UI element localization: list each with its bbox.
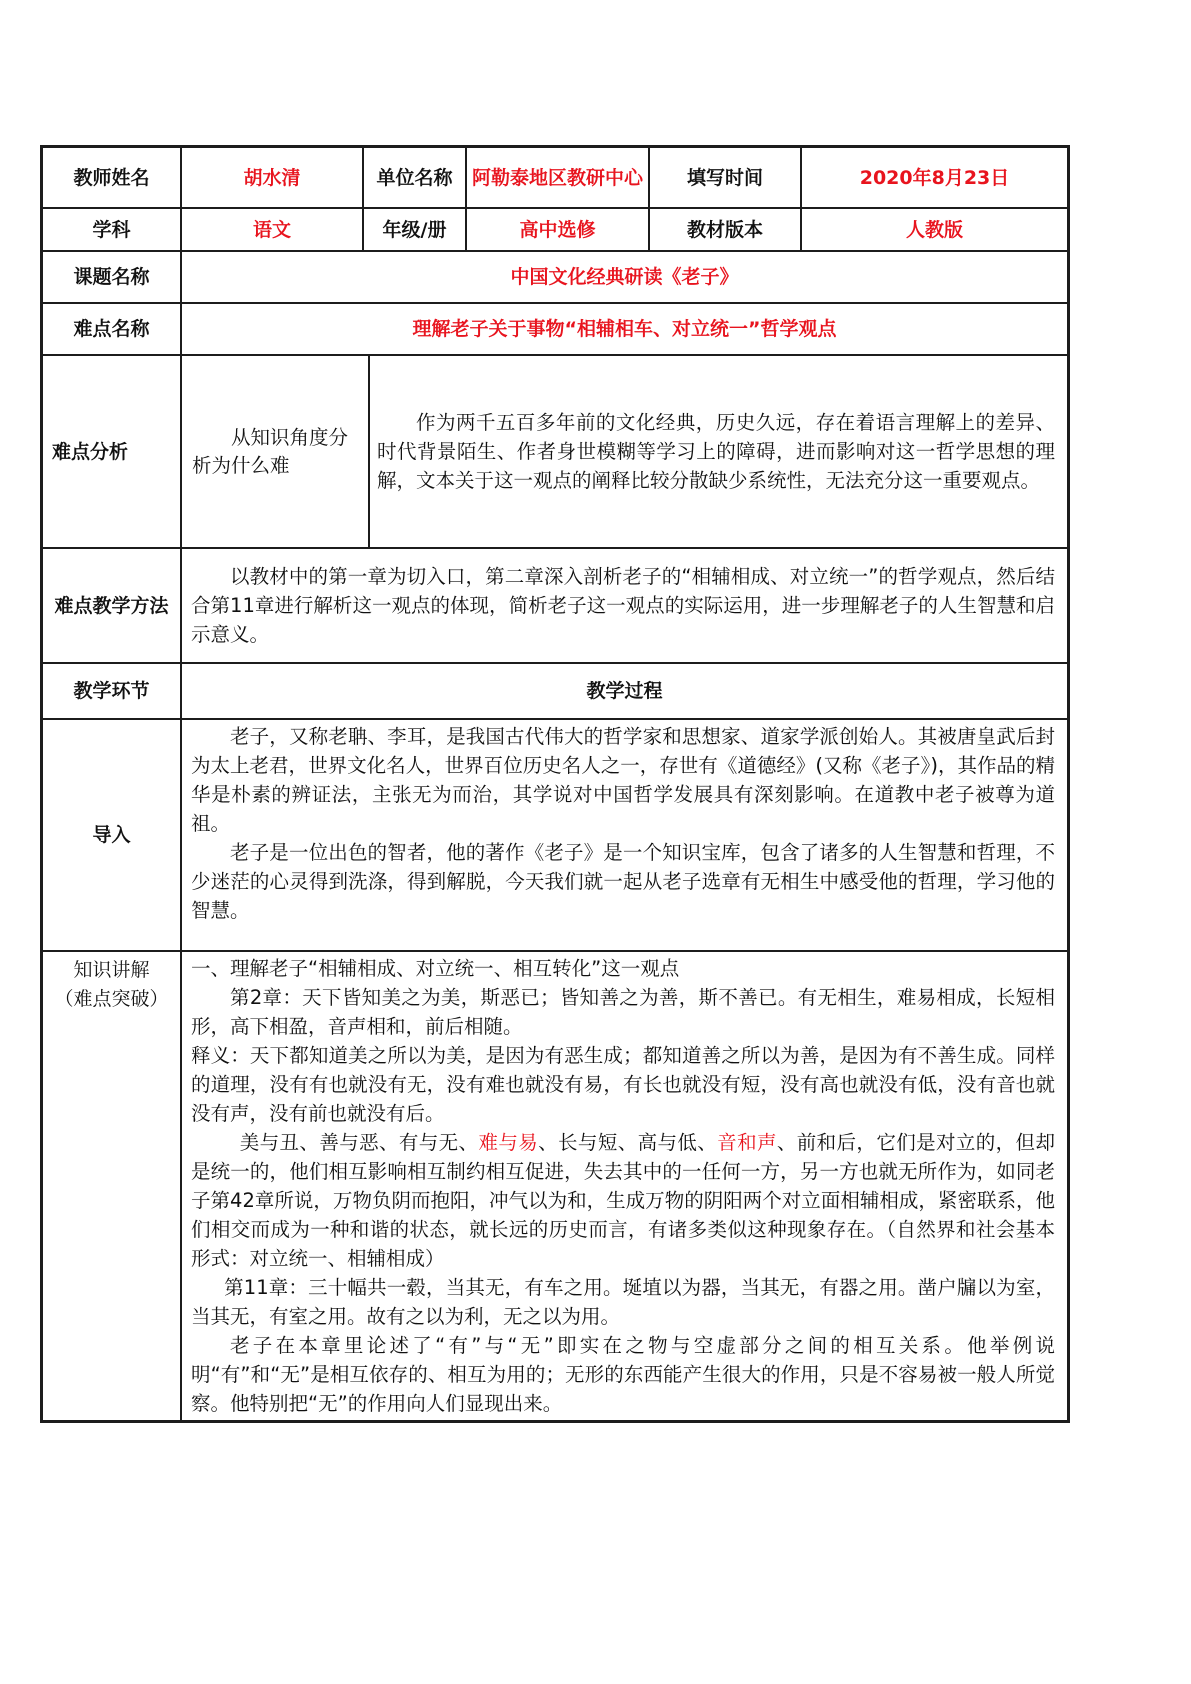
topic-value: 中国文化经典研读《老子》 bbox=[180, 252, 1067, 302]
grade-value: 高中选修 bbox=[465, 209, 648, 250]
edition-value: 人教版 bbox=[800, 209, 1067, 250]
intro-label: 导入 bbox=[92, 824, 131, 846]
intro-text-cell bbox=[180, 720, 1067, 950]
highlight-tone-sound: 音和声 bbox=[717, 1131, 777, 1154]
analysis-text: 作为两千五百多年前的文化经典，历史久远，存在着语言理解上的差异、时代背景陌生、作者身世模糊等学习上的障碍，进而影响对这一哲学思想的理解，文本关于这一观点的阐释比较分散缺少系统性，无法充分这一重要观点。 bbox=[377, 411, 1055, 492]
summary-text: 老子在本章里论述了“有”与“无”即实在之物与空虚部分之间的相互关系。他举例说明“有”和“无”是相互依存的、相互为用的；无形的东西能产生很大的作用，只是不容易被一般人所觉察。他特别把“无”的作用向人们显现出来。 bbox=[191, 1334, 1055, 1415]
knowledge-label-line1: 知识讲解 bbox=[73, 959, 150, 981]
chapter2-text: 第2章：天下皆知美之为美，斯恶已；皆知善之为善，斯不善已。有无相生，难易相成，长短相形，高下相盈，音声相和，前后相随。 bbox=[191, 986, 1055, 1038]
table-row bbox=[43, 302, 1067, 354]
analysis-sub-label-cell bbox=[180, 356, 368, 547]
date-label: 填写时间 bbox=[648, 148, 800, 207]
analysis-text-cell bbox=[368, 356, 1067, 547]
table-row bbox=[43, 718, 1067, 950]
topic-label: 课题名称 bbox=[73, 266, 150, 288]
method-label: 难点教学方法 bbox=[54, 594, 169, 617]
table-row bbox=[43, 148, 1067, 207]
method-text-cell bbox=[180, 549, 1067, 662]
difficulty-value: 理解老子关于事物“相辅相车、对立统一”哲学观点 bbox=[180, 304, 1067, 354]
method-text: 以教材中的第一章为切入口，第二章深入剖析老子的“相辅相成、对立统一”的哲学观点，然后结合第11章进行解析这一观点的体现，简析老子这一观点的实际运用，进一步理解老子的人生智慧和启示意义。 bbox=[191, 565, 1055, 646]
table-row bbox=[43, 207, 1067, 250]
unit-value: 阿勒泰地区教研中心 bbox=[465, 148, 648, 207]
highlight-difficult-easy: 难与易 bbox=[478, 1131, 539, 1154]
edition-label: 教材版本 bbox=[648, 209, 800, 250]
lesson-plan-table bbox=[40, 145, 1070, 1423]
contrast-segment: 、长与短、高与低、 bbox=[538, 1131, 718, 1154]
date-value: 2020年8月23日 bbox=[800, 148, 1067, 207]
contrast-paragraph bbox=[191, 1128, 1055, 1273]
knowledge-label-line2: （难点突破） bbox=[54, 988, 169, 1010]
grade-label: 年级/册 bbox=[362, 209, 465, 250]
subject-label: 学科 bbox=[92, 218, 131, 241]
subject-value: 语文 bbox=[180, 209, 362, 250]
analysis-sub-label: 从知识角度分析为什么难 bbox=[192, 425, 349, 477]
analysis-label: 难点分析 bbox=[52, 440, 129, 463]
unit-label: 单位名称 bbox=[362, 148, 465, 207]
table-row bbox=[43, 250, 1067, 302]
table-row bbox=[43, 547, 1067, 662]
intro-paragraph: 老子，又称老聃、李耳，是我国古代伟大的哲学家和思想家、道家学派创始人。其被唐皇武后封为太上老君，世界文化名人，世界百位历史名人之一，存世有《道德经》(又称《老子》)，其作品的精华是朴素的辨证法，主张无为而治，其学说对中国哲学发展具有深刻影响。在道教中老子被尊为道祖。 bbox=[191, 725, 1055, 835]
intro-paragraph: 老子是一位出色的智者，他的著作《老子》是一个知识宝库，包含了诸多的人生智慧和哲理，不少迷茫的心灵得到洗涤，得到解脱，今天我们就一起从老子选章有无相生中感受他的哲理，学习他的智慧。 bbox=[191, 841, 1055, 922]
table-row bbox=[43, 662, 1067, 718]
chapter11-text: 第11章：三十幅共一毂，当其无，有车之用。埏埴以为器，当其无，有器之用。凿户牖以为室，当其无，有室之用。故有之以为利，无之以为用。 bbox=[191, 1276, 1055, 1328]
table-row bbox=[43, 950, 1067, 1420]
explanation-text: 释义：天下都知道美之所以为美，是因为有恶生成；都知道善之所以为善，是因为有不善生成。同样的道理，没有有也就没有无，没有难也就没有易，有长也就没有短，没有高也就没有低，没有音也就没有声，没有前也就没有后。 bbox=[191, 1044, 1055, 1125]
stage-header: 教学环节 bbox=[73, 680, 150, 702]
knowledge-heading: 一、理解老子“相辅相成、对立统一、相互转化”这一观点 bbox=[191, 957, 680, 980]
teacher-value: 胡水清 bbox=[180, 148, 362, 207]
contrast-segment: 、前和后，它们是对立的，但却是统一的，他们相互影响相互制约相互促进，失去其中的一任何一方，另一方也就无所作为，如同老子第42章所说，万物负阴而抱阳，冲气以为和，生成万物的阴阳两个对立面相辅相成，紧密联系，他们相交而成为一种和谐的状态，就长远的历史而言，有诸多类似这种现象存在。（自然界和社会基本形式：对立统一、相辅相成） bbox=[191, 1131, 1055, 1270]
teacher-label: 教师姓名 bbox=[73, 166, 150, 189]
table-row bbox=[43, 354, 1067, 547]
contrast-segment: 美与丑、善与恶、有与无、 bbox=[239, 1131, 479, 1154]
process-header: 教学过程 bbox=[180, 664, 1067, 718]
knowledge-text-cell bbox=[180, 952, 1067, 1420]
knowledge-label bbox=[43, 952, 180, 1420]
difficulty-label: 难点名称 bbox=[73, 318, 150, 340]
